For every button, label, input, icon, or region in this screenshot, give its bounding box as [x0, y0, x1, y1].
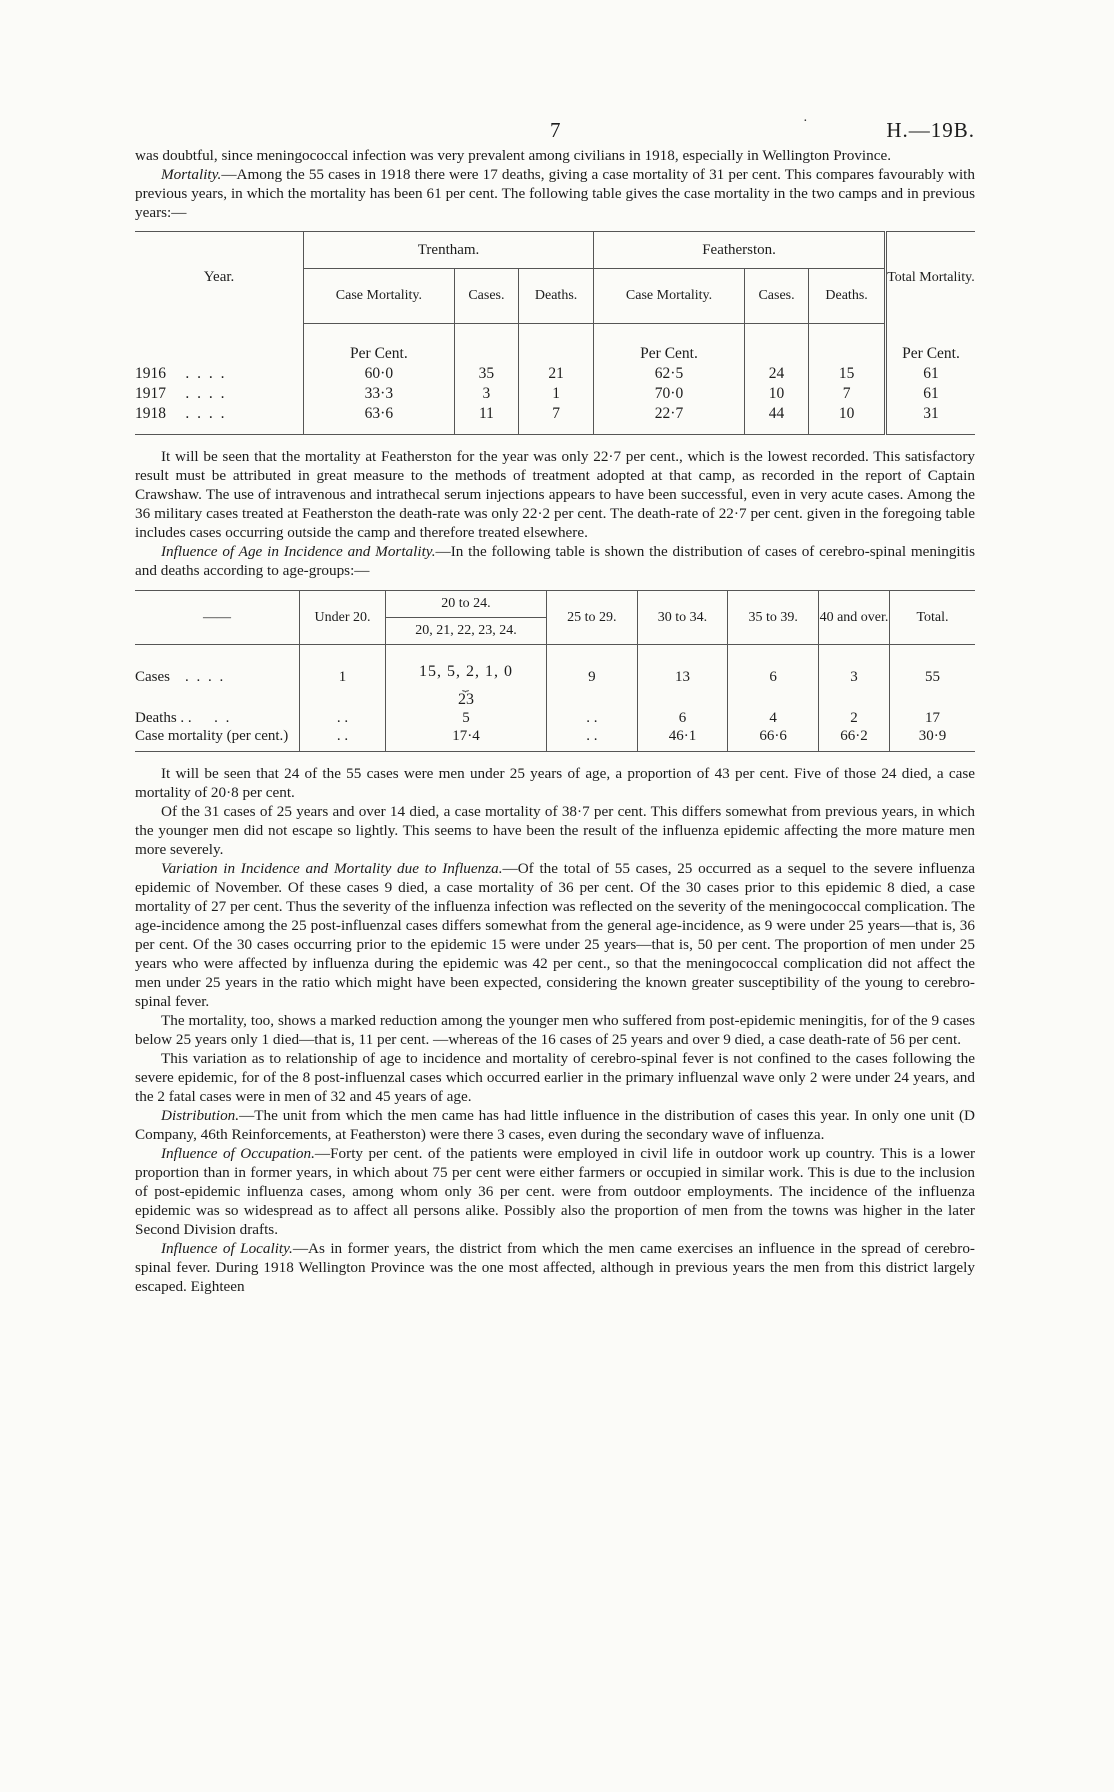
table-cell: 2 [819, 709, 890, 727]
trentham-case-mortality-header: Case Mortality. [304, 269, 455, 324]
mortality-row [135, 727, 975, 752]
paragraph-influenza [135, 859, 975, 1011]
table-cell: 6 [728, 663, 819, 691]
table-cell: 4 [728, 709, 819, 727]
mortality-table [135, 231, 975, 435]
year-header: Year. [135, 232, 304, 324]
under-20-header: Under 20. [300, 591, 386, 645]
trentham-deaths-header: Deaths. [519, 269, 594, 324]
featherston-header: Featherston. [594, 232, 886, 269]
table-cell: 66·2 [819, 727, 890, 752]
paragraph-1: was doubtful, since meningococcal infection was very prevalent among civilians in 1918, especially in Wellington Province. [135, 147, 891, 164]
table-cell: 24 [744, 364, 808, 384]
distribution-text: —The unit from which the men came has had little influence in the distribution of cases this year. In only one unit (D Company, 46th Reinforcements, at Featherston) were there 3 cases, even during the secondary wave of influenza. [135, 1107, 975, 1143]
table-row [135, 364, 975, 384]
page-header [135, 114, 975, 146]
table-cell: . . [547, 727, 638, 752]
table-cell: 15 [809, 364, 886, 384]
per-cent-label: Per Cent. [594, 344, 745, 364]
table-cell: 7 [809, 384, 886, 404]
35-to-39-header: 35 to 39. [728, 591, 819, 645]
locality-text: —As in former years, the district from which the men came exercises an influence in the spread of cerebro-spinal fever. During 1918 Wellington Province was the one most affected, although in previous years the men from this district largely escaped. Eighteen [135, 1240, 975, 1295]
table-cell: 1 [519, 384, 594, 404]
cases-dots: . . . . [185, 669, 226, 685]
paragraph-mortality [135, 165, 975, 222]
table-row [135, 384, 975, 404]
table-cell [386, 663, 547, 691]
table-cell: 22·7 [594, 404, 745, 424]
per-cent-label: Per Cent. [902, 345, 960, 362]
table-cell: 10 [744, 384, 808, 404]
corner-cell: —— [135, 591, 300, 645]
table-cell: 44 [744, 404, 808, 424]
per-cent-label: Per Cent. [304, 344, 455, 364]
table-cell: 3 [819, 663, 890, 691]
table-cell: 7 [519, 404, 594, 424]
table-cell: 46·1 [637, 727, 728, 752]
header-dot: · [803, 114, 808, 129]
table-cell: 30·9 [918, 728, 947, 744]
table-cell: 61 [923, 385, 939, 402]
brace-glyph: ⏟ [462, 680, 470, 692]
row-dots: . . . . [185, 385, 227, 402]
table-cell: 62·5 [594, 364, 745, 384]
deaths-label: Deaths . . [135, 710, 192, 726]
table-cell: . . [300, 727, 386, 752]
table-cell: 10 [809, 404, 886, 424]
20-to-24-header: 20 to 24. [386, 591, 547, 618]
table-cell: 13 [637, 663, 728, 691]
paragraph-age [135, 542, 975, 580]
cases-row [135, 663, 975, 691]
featherston-cases-header: Cases. [744, 269, 808, 324]
brace-total: 23 [386, 691, 547, 709]
age-table [135, 590, 975, 752]
table-cell: 5 [386, 709, 547, 727]
heading-age: Influence of Age in Incidence and Mortality. [161, 543, 436, 560]
featherston-deaths-header: Deaths. [809, 269, 886, 324]
paragraph-under-25: It will be seen that 24 of the 55 cases were men under 25 years of age, a proportion of 43 per cent. Five of those 24 died, a case mortality of 20·8 per cent. [135, 765, 975, 801]
table-cell: 33·3 [304, 384, 455, 404]
deaths-dots: . . [214, 710, 232, 726]
paragraph-occupation [135, 1144, 975, 1239]
table-row [135, 404, 975, 424]
40-and-over-header: 40 and over. [819, 591, 890, 645]
total-header: Total. [916, 609, 949, 625]
trentham-cases-header: Cases. [454, 269, 518, 324]
table-cell: 9 [547, 663, 638, 691]
heading-locality: Influence of Locality. [161, 1240, 293, 1257]
paragraph-mortality-reduction: The mortality, too, shows a marked reduction among the younger men who suffered from post-epidemic meningitis, for of the 9 cases below 25 years only 1 died—that is, 11 per cent. —whereas of the 16 cases of 25 years and over 9 died, a case death-rate of 56 per cent. [135, 1012, 975, 1048]
row-year: 1916 [135, 365, 166, 382]
table-cell: . . [300, 709, 386, 727]
table-cell: 60·0 [304, 364, 455, 384]
table-cell: 17 [925, 710, 940, 726]
table-cell: 6 [637, 709, 728, 727]
30-to-34-header: 30 to 34. [637, 591, 728, 645]
25-to-29-header: 25 to 29. [547, 591, 638, 645]
table-cell: . . [547, 709, 638, 727]
table-cell: 63·6 [304, 404, 455, 424]
heading-distribution: Distribution. [161, 1107, 240, 1124]
mortality-label: Case mortality (per cent.) [135, 727, 300, 752]
table-cell: 55 [925, 669, 940, 685]
row-dots: . . . . [185, 405, 227, 422]
deaths-row [135, 709, 975, 727]
total-mortality-header: Total Mortality. [887, 269, 975, 285]
table-cell: 21 [519, 364, 594, 384]
ages-cases: 15, 5, 2, 1, 0 [419, 663, 513, 680]
table-cell: 3 [454, 384, 518, 404]
featherston-case-mortality-header: Case Mortality. [594, 269, 745, 324]
occupation-text: —Forty per cent. of the patients were employed in civil life in outdoor work up country. This is a lower proportion than in former years, in which about 75 per cent were either farmers or occupied in similar work. This is due to the inclusion of post-epidemic influenza cases, among whom only 36 per cent. were from outdoor employments. The incidence of the influenza epidemic was so widespread as to affect all persons alike. Possibly also the proportion of men from the towns was higher in the later Second Division drafts. [135, 1145, 976, 1238]
table-cell: 1 [300, 663, 386, 691]
table-cell: 66·6 [728, 727, 819, 752]
paragraph-over-25: Of the 31 cases of 25 years and over 14 died, a case mortality of 38·7 per cent. This differs somewhat from previous years, in which the younger men did not escape so lightly. This seems to have been the result of the influenza epidemic affecting the more mature men more severely. [135, 803, 975, 858]
paragraph-variation: This variation as to relationship of age to incidence and mortality of cerebro-spinal fever is not confined to the cases following the severe epidemic, for of the 8 post-influenzal cases which occurred earlier in the primary influenzal wave only 2 were under 24 years, and the 2 fatal cases were in men of 32 and 45 years of age. [135, 1050, 975, 1105]
age-text: —In the following table is shown the distribution of cases of cerebro-spinal meningitis and deaths according to age-groups:— [135, 543, 975, 579]
row-year: 1918 [135, 405, 166, 422]
paragraph-locality [135, 1239, 975, 1296]
page-number: 7 [550, 118, 561, 142]
table-cell: 11 [454, 404, 518, 424]
row-year: 1917 [135, 385, 166, 402]
table-cell: 61 [923, 365, 939, 382]
table-cell: 31 [923, 405, 939, 422]
trentham-header: Trentham. [304, 232, 594, 269]
influenza-text: —Of the total of 55 cases, 25 occurred as a sequel to the severe influenza epidemic of November. Of these cases 9 died, a case mortality of 36 per cent. Of the 30 cases prior to this epidemic 8 died, a case mortality of 27 per cent. Thus the severity of the influenza infection was reflected on the severity of the meningococcal complication. The age-incidence among the 25 post-influenzal cases differs somewhat from the general age-incidence, as 9 were under 25 years—that is, 36 per cent. Of the 30 cases occurring prior to the epidemic 15 were under 25 years—that is, 50 per cent. The proportion of men under 25 years who were affected by influenza during the epidemic was 42 per cent., so that the meningococcal complication did not affect the men under 25 years in the ratio which might have been expected, considering the known greater susceptibility of the young to cerebro-spinal fever. [135, 860, 975, 1010]
table-cell: 35 [454, 364, 518, 384]
page [135, 114, 976, 1296]
heading-occupation: Influence of Occupation. [161, 1145, 315, 1162]
cases-label: Cases [135, 669, 170, 685]
table-cell: 17·4 [386, 727, 547, 752]
document-code: H.—19B. [886, 118, 975, 142]
row-dots: . . . . [185, 365, 227, 382]
paragraph-featherston: It will be seen that the mortality at Featherston for the year was only 22·7 per cent., which is the lowest recorded. This satisfactory result must be attributed in great measure to the methods of treatment adopted at that camp, as recorded in the report of Captain Crawshaw. The use of intravenous and intrathecal serum injections appears to have been successful, even in very acute cases. Among the 36 military cases treated at Featherston the death-rate was only 22·2 per cent. The death-rate of 22·7 per cent. given in the foregoing table includes cases occurring outside the camp and therefore treated elsewhere. [135, 448, 975, 541]
heading-influenza: Variation in Incidence and Mortality due to Influenza. [161, 860, 503, 877]
mortality-text: —Among the 55 cases in 1918 there were 17 deaths, giving a case mortality of 31 per cent. This compares favourably with previous years, in which the mortality has been 61 per cent. The following table gives the case mortality in the two camps and in previous years:— [135, 166, 975, 221]
paragraph-distribution [135, 1106, 975, 1144]
table-cell: 70·0 [594, 384, 745, 404]
heading-mortality: Mortality. [161, 166, 222, 183]
ages-subheader: 20, 21, 22, 23, 24. [386, 618, 547, 645]
